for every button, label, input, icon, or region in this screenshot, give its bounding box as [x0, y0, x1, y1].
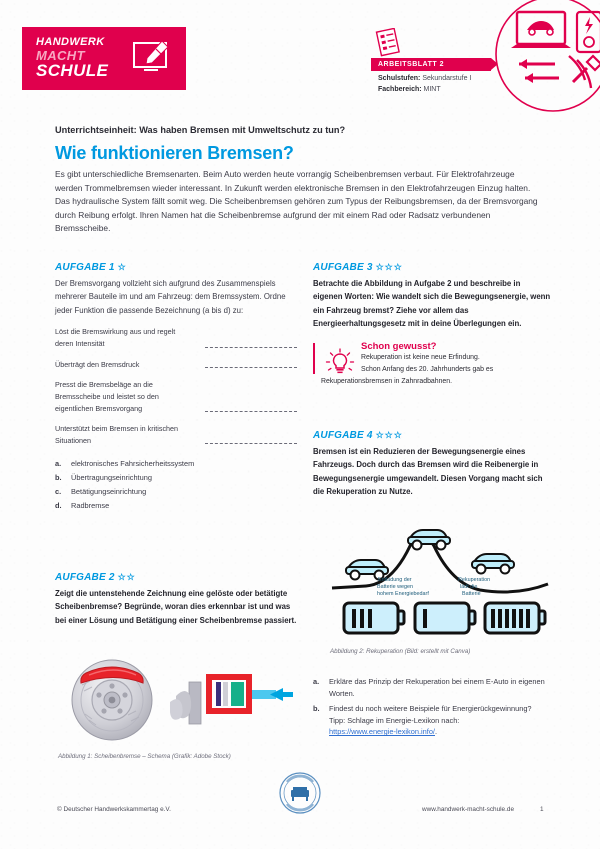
list-item	[313, 703, 551, 715]
task-1-answer-blank[interactable]	[205, 410, 297, 412]
did-you-know-line-1: Rekuperation ist keine neue Erfindung.	[361, 353, 480, 361]
figure-2-label-right: Rekuperation	[458, 577, 491, 583]
list-item	[55, 457, 297, 471]
task-2-heading	[55, 572, 297, 583]
task-2-text: Zeigt die untenstehende Zeichnung eine gelöste oder betätigte Scheibenbremse? Begründe, woran dies erkennbar ist und was bei einer Lösung und Betätigung einer Scheibenbremse passiert.	[55, 589, 297, 625]
svg-text:Batterie wegen: Batterie wegen	[377, 584, 413, 590]
task-3-block	[313, 262, 551, 388]
task-1-row	[55, 359, 297, 371]
did-you-know-title: Schon gewusst?	[361, 340, 437, 352]
task-3-title: AUFGABE 3	[313, 262, 373, 273]
school-level-value: Sekundarstufe I	[422, 75, 472, 82]
did-you-know-body	[321, 352, 551, 389]
logo-wordmark	[36, 37, 108, 79]
car-top	[408, 530, 450, 550]
task-1-block	[55, 262, 297, 512]
task-2-difficulty-stars: ☆☆	[117, 572, 136, 582]
brake-disc-schematic-figure	[58, 652, 293, 744]
page-header	[0, 0, 600, 118]
task-1-row	[55, 326, 297, 349]
task-3-heading	[313, 262, 551, 273]
task-2-title: AUFGABE 2	[55, 572, 115, 583]
option-letter: a.	[313, 677, 320, 686]
option-text: Übertragungseinrichtung	[71, 473, 152, 483]
footer-page-number: 1	[540, 806, 544, 813]
task-1-intro: Der Bremsvorgang vollzieht sich aufgrund des Zusammenspiels mehrerer Bauteile im und am Fahrzeug: dem Bremssystem. Ordne jeder Funktion die passende Bezeichnung (a bis d) zu:	[55, 279, 286, 315]
energie-lexikon-link[interactable]: https://www.energie-lexikon.info/	[329, 727, 435, 737]
option-text: Radbremse	[71, 500, 110, 510]
task-1-answer-blank[interactable]	[205, 366, 297, 368]
did-you-know-line-2: Schon Anfang des 20. Jahrhunderts gab es	[361, 365, 494, 373]
option-letter: b.	[55, 473, 62, 483]
battery-charged	[485, 603, 545, 633]
option-text: Findest du noch weitere Beispiele für Energierückgewinnung?	[329, 703, 532, 713]
worksheet-meta	[378, 74, 471, 96]
worksheet-badge-label: ARBEITSBLATT 2	[378, 61, 444, 68]
task-1-row-label: Presst die Bremsbeläge an die Bremsscheibe und leistet so den eigentlichen Bremsvorgang	[55, 380, 159, 413]
school-level-row	[378, 74, 471, 85]
tip-line: Tipp: Schlage im Energie-Lexikon nach:	[329, 715, 460, 725]
task-1-answer-blank[interactable]	[205, 442, 297, 444]
task-1-difficulty-stars: ☆	[117, 262, 127, 272]
task-4-title: AUFGABE 4	[313, 430, 373, 441]
task-4-options	[313, 676, 551, 738]
task-1-options	[55, 457, 297, 512]
option-letter: d.	[55, 500, 62, 510]
footer-website[interactable]: www.handwerk-macht-schule.de	[422, 806, 514, 813]
battery-full	[344, 603, 404, 633]
list-item	[313, 676, 551, 700]
task-1-row-label: Löst die Bremswirkung aus und regelt deren Intensität	[55, 327, 176, 348]
task-4-text: Bremsen ist ein Reduzieren der Bewegungsenergie eines Fahrzeugs. Doch durch das Bremsen wird die Reibenergie in Bewegungsenergie umgewandelt. Diesen Vorgang macht sich die Rekuperation zu Nutze.	[313, 447, 543, 497]
task-1-row-label: Überträgt den Bremsdruck	[55, 359, 140, 369]
intro-paragraph: Es gibt unterschiedliche Bremsenarten. Beim Auto werden heute vorrangig Scheibenbremsen verbaut. Für Elektrofahrzeuge werden Trommelbremsen wieder interessant. In Zukunft werden elektronische Bremsen in den Elektrofahrzeugen Einzug halten. Das hydraulische System fällt somit weg. Die Scheibenbremsen gehören zum Typus der Reibungsbremsen, da der Bremsvorgang durch Reibung erfolgt. Ihren Namen hat die Scheibenbremse aufgrund der mit einem Rad oder Radsatz verbundenen Bremsscheibe.	[55, 169, 538, 234]
subject-row	[378, 85, 471, 96]
did-you-know-box	[313, 341, 551, 389]
task-3-difficulty-stars: ☆☆☆	[375, 262, 403, 272]
task-1-row-label: Unterstützt beim Bremsen in kritischen Situationen	[55, 424, 179, 445]
subject-label: Fachbereich:	[378, 85, 422, 93]
task-2-block	[55, 572, 297, 627]
task-4-difficulty-stars: ☆☆☆	[375, 430, 403, 440]
logo-line-2: MACHT	[36, 47, 85, 63]
did-you-know-line-3: Rekuperationsbremsen in Zahnradbahnen.	[321, 378, 453, 386]
svg-text:hohem Energiebedarf: hohem Energiebedarf	[377, 591, 429, 597]
figure-2-label-left: Entladung der	[378, 577, 412, 583]
worksheet-document-icon	[375, 28, 401, 58]
option-letter: b.	[313, 703, 320, 713]
list-item	[55, 485, 297, 499]
list-item	[55, 471, 297, 485]
option-text: Erkläre das Prinzip der Rekuperation bei einem E-Auto in eigenen Worten.	[329, 677, 545, 698]
footer-copyright: © Deutscher Handwerkskammertag e.V.	[57, 806, 171, 813]
certification-seal-icon	[279, 772, 321, 814]
task-4-heading	[313, 430, 551, 441]
figure-1-caption: Abbildung 1: Scheibenbremse – Schema (Grafik: Adobe Stock)	[58, 753, 231, 760]
task-4-block	[313, 430, 551, 499]
option-text: Betätigungseinrichtung	[71, 486, 147, 496]
recuperation-figure	[330, 524, 552, 642]
car-right	[472, 554, 514, 574]
task-1-row	[55, 379, 297, 414]
figure-2-caption: Abbildung 2: Rekuperation (Bild: erstellt mit Canva)	[330, 648, 471, 655]
logo-line-1: HANDWERK	[36, 36, 105, 49]
school-level-label: Schulstufen:	[378, 75, 421, 82]
list-item	[55, 499, 297, 513]
hero-ev-illustration	[489, 0, 600, 118]
task-3-text: Betrachte die Abbildung in Aufgabe 2 und beschreibe in eigenen Worten: Wie wandelt sich die Bewegungsenergie, wenn ein Fahrzeug bremst? Ziehe vor allem das Energieerhaltungsgesetz mit in deine Überlegungen ein.	[313, 279, 551, 329]
option-letter: c.	[55, 486, 62, 496]
task-1-heading	[55, 262, 297, 273]
subject-value: MINT	[423, 85, 441, 93]
logo-handwerk-macht-schule	[22, 27, 186, 90]
option-letter: a.	[55, 459, 62, 469]
task-1-answer-blank[interactable]	[205, 346, 297, 348]
lightbulb-icon	[323, 347, 357, 377]
option-text: elektronisches Fahrsicherheitssystem	[71, 459, 195, 469]
worksheet-badge	[371, 58, 491, 71]
logo-line-3: SCHULE	[36, 61, 109, 81]
battery-empty	[415, 603, 475, 633]
unit-line: Unterrichtseinheit: Was haben Bremsen mit Umweltschutz zu tun?	[55, 125, 346, 135]
task-1-title: AUFGABE 1	[55, 262, 115, 273]
task-1-row	[55, 423, 297, 446]
pencil-tools-icon	[132, 39, 174, 79]
svg-text:lädt die: lädt die	[460, 584, 478, 590]
page-title: Wie funktionieren Bremsen?	[55, 143, 294, 163]
svg-text:Batterie: Batterie	[462, 591, 481, 597]
tip-url-suffix: .	[434, 727, 438, 737]
